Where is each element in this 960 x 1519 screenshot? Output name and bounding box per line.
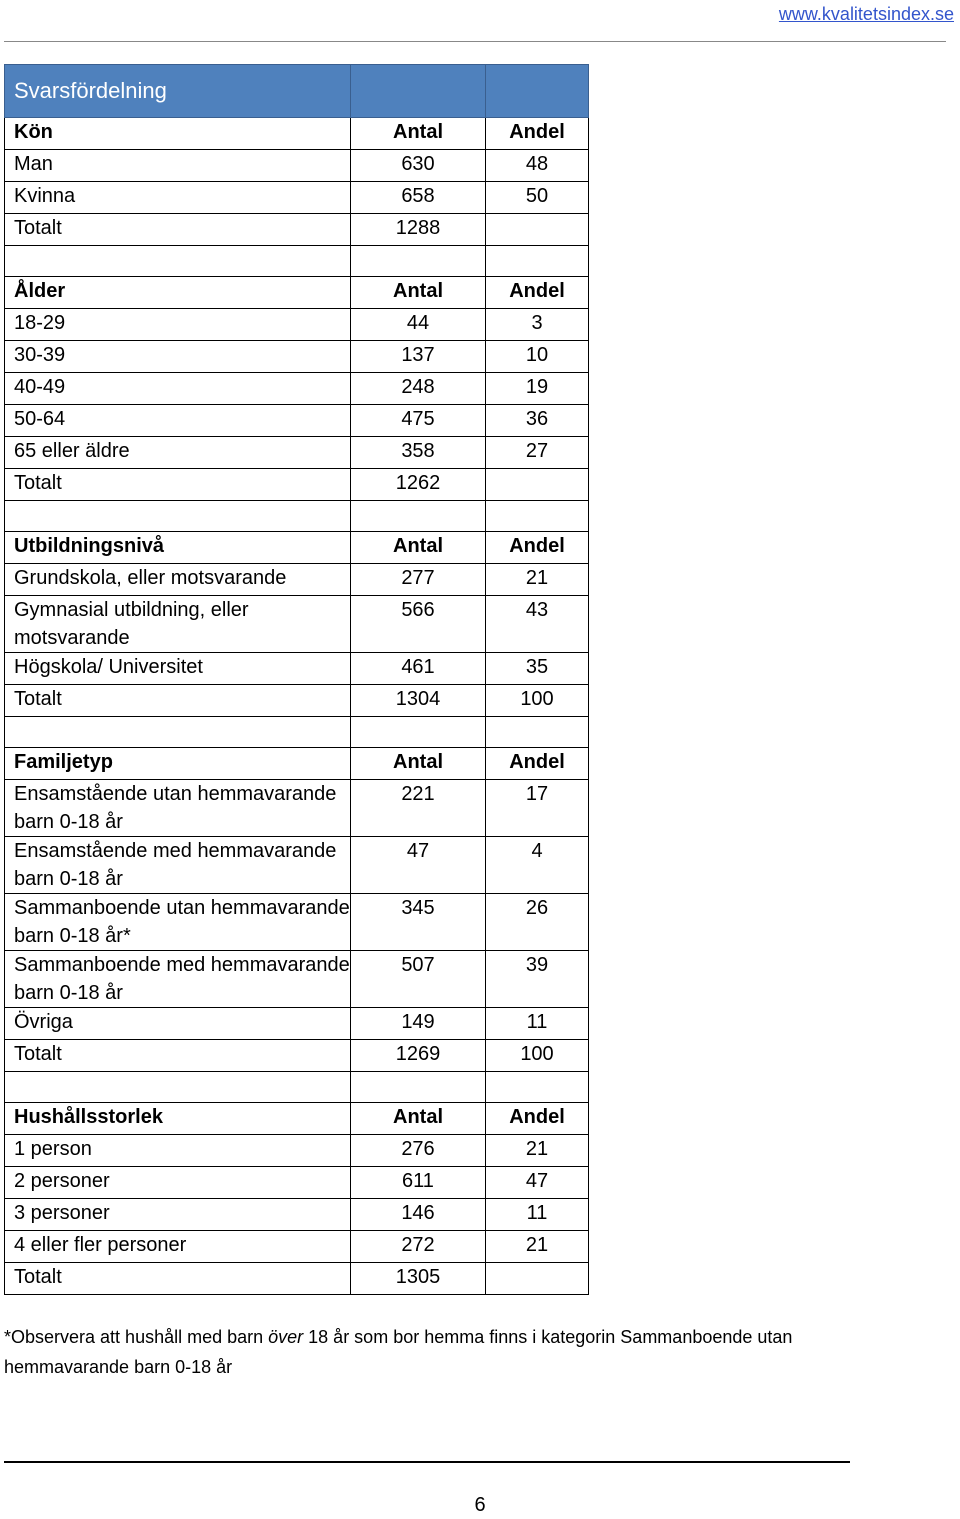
row-label: Man <box>5 150 351 182</box>
cell-antal: 44 <box>351 309 486 341</box>
section-header-row <box>5 748 589 780</box>
empty-cell <box>351 717 486 748</box>
table-title-row <box>5 65 589 118</box>
cell-antal: 611 <box>351 1167 486 1199</box>
table-row <box>5 1199 589 1231</box>
table-row <box>5 837 589 894</box>
cell-antal: 345 <box>351 894 486 951</box>
table-row <box>5 596 589 653</box>
section-title: Utbildningsnivå <box>5 532 351 564</box>
column-header-andel: Andel <box>486 1103 589 1135</box>
column-header-andel: Andel <box>486 532 589 564</box>
cell-antal: 272 <box>351 1231 486 1263</box>
section-header-row <box>5 532 589 564</box>
footer-rule <box>4 1461 850 1463</box>
row-label: Gymnasial utbildning, eller motsvarande <box>5 596 351 653</box>
cell-antal: 149 <box>351 1008 486 1040</box>
table-row <box>5 685 589 717</box>
table-row <box>5 780 589 837</box>
row-label: Grundskola, eller motsvarande <box>5 564 351 596</box>
cell-andel: 26 <box>486 894 589 951</box>
empty-cell <box>5 1072 351 1103</box>
section-header-row <box>5 1103 589 1135</box>
row-label: Totalt <box>5 1263 351 1295</box>
cell-antal: 630 <box>351 150 486 182</box>
row-label: 1 person <box>5 1135 351 1167</box>
table-row <box>5 1167 589 1199</box>
footnote-text: *Observera att hushåll med barn <box>4 1327 269 1347</box>
row-label: Kvinna <box>5 182 351 214</box>
row-label: Sammanboende utan hemmavarande barn 0-18 år* <box>5 894 351 951</box>
row-label: Ensamstående utan hemmavarande barn 0-18 år <box>5 780 351 837</box>
table-row <box>5 437 589 469</box>
cell-antal: 507 <box>351 951 486 1008</box>
cell-andel: 43 <box>486 596 589 653</box>
footnote-emphasis: över <box>268 1327 304 1347</box>
row-label: 4 eller fler personer <box>5 1231 351 1263</box>
cell-antal: 461 <box>351 653 486 685</box>
table-row <box>5 309 589 341</box>
row-label: 50-64 <box>5 405 351 437</box>
cell-antal: 221 <box>351 780 486 837</box>
cell-andel: 50 <box>486 182 589 214</box>
cell-antal: 1304 <box>351 685 486 717</box>
empty-cell <box>486 246 589 277</box>
cell-andel: 21 <box>486 1135 589 1167</box>
cell-antal: 47 <box>351 837 486 894</box>
cell-antal: 566 <box>351 596 486 653</box>
table-row <box>5 341 589 373</box>
row-label: Ensamstående med hemmavarande barn 0-18 år <box>5 837 351 894</box>
cell-antal: 1288 <box>351 214 486 246</box>
row-label: Totalt <box>5 214 351 246</box>
cell-andel: 21 <box>486 564 589 596</box>
cell-antal: 1269 <box>351 1040 486 1072</box>
section-title: Familjetyp <box>5 748 351 780</box>
section-title: Kön <box>5 118 351 150</box>
row-label: 30-39 <box>5 341 351 373</box>
cell-andel <box>486 1263 589 1295</box>
cell-antal: 475 <box>351 405 486 437</box>
row-label: Totalt <box>5 1040 351 1072</box>
table-row <box>5 405 589 437</box>
cell-antal: 248 <box>351 373 486 405</box>
column-header-andel: Andel <box>486 277 589 309</box>
section-title: Hushållsstorlek <box>5 1103 351 1135</box>
cell-antal: 277 <box>351 564 486 596</box>
row-label: Totalt <box>5 685 351 717</box>
cell-antal: 358 <box>351 437 486 469</box>
cell-andel: 21 <box>486 1231 589 1263</box>
section-spacer-row <box>5 501 589 532</box>
table-row <box>5 182 589 214</box>
empty-cell <box>351 246 486 277</box>
section-header-row <box>5 118 589 150</box>
response-distribution-table <box>4 64 589 1295</box>
cell-andel <box>486 469 589 501</box>
table-row <box>5 373 589 405</box>
empty-cell <box>5 501 351 532</box>
table-row <box>5 1231 589 1263</box>
cell-andel: 47 <box>486 1167 589 1199</box>
cell-andel: 3 <box>486 309 589 341</box>
section-spacer-row <box>5 1072 589 1103</box>
empty-cell <box>5 717 351 748</box>
table-row <box>5 951 589 1008</box>
table-row <box>5 653 589 685</box>
table-row <box>5 150 589 182</box>
empty-cell <box>351 1072 486 1103</box>
column-header-antal: Antal <box>351 748 486 780</box>
row-label: 2 personer <box>5 1167 351 1199</box>
row-label: Högskola/ Universitet <box>5 653 351 685</box>
site-link[interactable]: www.kvalitetsindex.se <box>778 4 954 24</box>
cell-antal: 276 <box>351 1135 486 1167</box>
section-title: Ålder <box>5 277 351 309</box>
cell-antal: 1305 <box>351 1263 486 1295</box>
section-spacer-row <box>5 246 589 277</box>
table-row <box>5 894 589 951</box>
empty-cell <box>486 501 589 532</box>
empty-cell <box>351 501 486 532</box>
cell-antal: 658 <box>351 182 486 214</box>
cell-andel: 27 <box>486 437 589 469</box>
page-number: 6 <box>474 1494 486 1516</box>
table-row <box>5 564 589 596</box>
footnote <box>4 1322 904 1382</box>
cell-andel: 4 <box>486 837 589 894</box>
column-header-antal: Antal <box>351 1103 486 1135</box>
section-spacer-row <box>5 717 589 748</box>
cell-andel: 36 <box>486 405 589 437</box>
cell-andel: 11 <box>486 1008 589 1040</box>
table-title-filler <box>486 65 589 118</box>
empty-cell <box>5 246 351 277</box>
column-header-antal: Antal <box>351 532 486 564</box>
table-row <box>5 1040 589 1072</box>
table-row <box>5 1135 589 1167</box>
column-header-antal: Antal <box>351 118 486 150</box>
empty-cell <box>486 1072 589 1103</box>
row-label: Sammanboende med hemmavarande barn 0-18 år <box>5 951 351 1008</box>
row-label: Övriga <box>5 1008 351 1040</box>
table-title: Svarsfördelning <box>5 65 351 118</box>
row-label: 40-49 <box>5 373 351 405</box>
cell-andel <box>486 214 589 246</box>
section-header-row <box>5 277 589 309</box>
table-title-filler <box>351 65 486 118</box>
cell-andel: 17 <box>486 780 589 837</box>
table-row <box>5 214 589 246</box>
footnote-text-end: 18 år som bor hemma finns i kategorin Sammanboende utan hemmavarande barn 0-18 år <box>4 1327 793 1377</box>
empty-cell <box>486 717 589 748</box>
cell-andel: 39 <box>486 951 589 1008</box>
table-row <box>5 1008 589 1040</box>
cell-andel: 19 <box>486 373 589 405</box>
cell-antal: 1262 <box>351 469 486 501</box>
row-label: Totalt <box>5 469 351 501</box>
table-row <box>5 469 589 501</box>
cell-andel: 11 <box>486 1199 589 1231</box>
cell-andel: 100 <box>486 685 589 717</box>
row-label: 18-29 <box>5 309 351 341</box>
cell-antal: 137 <box>351 341 486 373</box>
cell-andel: 48 <box>486 150 589 182</box>
cell-andel: 35 <box>486 653 589 685</box>
table-row <box>5 1263 589 1295</box>
cell-andel: 100 <box>486 1040 589 1072</box>
column-header-antal: Antal <box>351 277 486 309</box>
cell-andel: 10 <box>486 341 589 373</box>
row-label: 3 personer <box>5 1199 351 1231</box>
column-header-andel: Andel <box>486 118 589 150</box>
cell-antal: 146 <box>351 1199 486 1231</box>
column-header-andel: Andel <box>486 748 589 780</box>
header-rule <box>4 41 946 42</box>
row-label: 65 eller äldre <box>5 437 351 469</box>
